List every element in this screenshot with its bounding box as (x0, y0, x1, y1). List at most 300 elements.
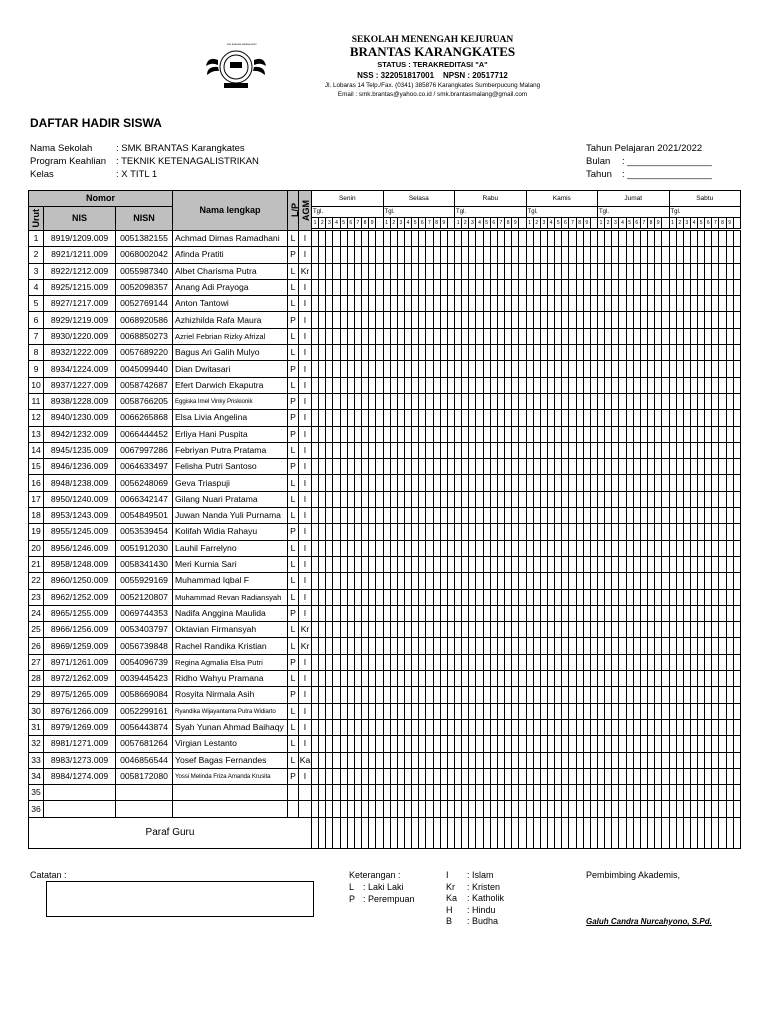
attendance-cell[interactable] (583, 703, 590, 719)
attendance-cell[interactable] (647, 475, 654, 491)
attendance-cell[interactable] (440, 801, 447, 817)
attendance-cell[interactable] (698, 279, 705, 295)
attendance-cell[interactable] (662, 491, 669, 507)
attendance-cell[interactable] (490, 540, 497, 556)
attendance-cell[interactable] (469, 540, 476, 556)
attendance-cell[interactable] (676, 475, 683, 491)
attendance-cell[interactable] (662, 605, 669, 621)
attendance-cell[interactable] (354, 654, 361, 670)
attendance-cell[interactable] (605, 589, 612, 605)
attendance-cell[interactable] (354, 703, 361, 719)
attendance-cell[interactable] (361, 426, 368, 442)
attendance-cell[interactable] (319, 736, 326, 752)
attendance-cell[interactable] (662, 312, 669, 328)
attendance-cell[interactable] (505, 263, 512, 279)
attendance-cell[interactable] (576, 426, 583, 442)
attendance-cell[interactable] (590, 622, 597, 638)
attendance-cell[interactable] (583, 508, 590, 524)
attendance-cell[interactable] (669, 736, 676, 752)
attendance-cell[interactable] (319, 491, 326, 507)
attendance-cell[interactable] (404, 785, 411, 801)
attendance-cell[interactable] (505, 540, 512, 556)
attendance-cell[interactable] (590, 654, 597, 670)
attendance-cell[interactable] (597, 556, 604, 572)
attendance-cell[interactable] (447, 687, 454, 703)
attendance-cell[interactable] (540, 589, 547, 605)
attendance-cell[interactable] (404, 328, 411, 344)
attendance-cell[interactable] (397, 491, 404, 507)
attendance-cell[interactable] (662, 801, 669, 817)
attendance-cell[interactable] (540, 231, 547, 247)
attendance-cell[interactable] (562, 573, 569, 589)
attendance-cell[interactable] (612, 589, 619, 605)
attendance-cell[interactable] (455, 393, 462, 409)
attendance-cell[interactable] (619, 556, 626, 572)
attendance-cell[interactable] (497, 654, 504, 670)
attendance-cell[interactable] (426, 671, 433, 687)
attendance-cell[interactable] (390, 508, 397, 524)
attendance-cell[interactable] (619, 263, 626, 279)
attendance-cell[interactable] (555, 622, 562, 638)
attendance-cell[interactable] (569, 703, 576, 719)
attendance-cell[interactable] (619, 247, 626, 263)
attendance-cell[interactable] (440, 361, 447, 377)
attendance-cell[interactable] (669, 475, 676, 491)
attendance-cell[interactable] (340, 622, 347, 638)
attendance-cell[interactable] (404, 410, 411, 426)
attendance-cell[interactable] (326, 785, 333, 801)
attendance-cell[interactable] (354, 247, 361, 263)
attendance-cell[interactable] (540, 361, 547, 377)
attendance-cell[interactable] (705, 377, 712, 393)
attendance-cell[interactable] (669, 247, 676, 263)
attendance-cell[interactable] (533, 393, 540, 409)
attendance-cell[interactable] (462, 703, 469, 719)
attendance-cell[interactable] (383, 736, 390, 752)
attendance-cell[interactable] (719, 247, 726, 263)
attendance-cell[interactable] (319, 589, 326, 605)
attendance-cell[interactable] (576, 247, 583, 263)
attendance-cell[interactable] (447, 279, 454, 295)
attendance-cell[interactable] (712, 377, 719, 393)
attendance-cell[interactable] (440, 475, 447, 491)
attendance-cell[interactable] (519, 752, 526, 768)
attendance-cell[interactable] (419, 459, 426, 475)
attendance-cell[interactable] (698, 410, 705, 426)
attendance-cell[interactable] (455, 296, 462, 312)
attendance-cell[interactable] (455, 459, 462, 475)
attendance-cell[interactable] (626, 719, 633, 735)
paraf-cell[interactable] (404, 817, 411, 848)
attendance-cell[interactable] (490, 508, 497, 524)
attendance-cell[interactable] (354, 312, 361, 328)
attendance-cell[interactable] (576, 377, 583, 393)
attendance-cell[interactable] (455, 540, 462, 556)
attendance-cell[interactable] (347, 556, 354, 572)
attendance-cell[interactable] (690, 393, 697, 409)
attendance-cell[interactable] (455, 605, 462, 621)
attendance-cell[interactable] (540, 703, 547, 719)
attendance-cell[interactable] (462, 687, 469, 703)
attendance-cell[interactable] (526, 589, 533, 605)
attendance-cell[interactable] (555, 671, 562, 687)
attendance-cell[interactable] (712, 426, 719, 442)
attendance-cell[interactable] (519, 345, 526, 361)
attendance-cell[interactable] (726, 556, 733, 572)
attendance-cell[interactable] (462, 768, 469, 784)
attendance-cell[interactable] (469, 573, 476, 589)
attendance-cell[interactable] (640, 605, 647, 621)
attendance-cell[interactable] (647, 491, 654, 507)
attendance-cell[interactable] (497, 491, 504, 507)
attendance-cell[interactable] (404, 752, 411, 768)
attendance-cell[interactable] (733, 296, 740, 312)
attendance-cell[interactable] (690, 556, 697, 572)
attendance-cell[interactable] (519, 540, 526, 556)
attendance-cell[interactable] (361, 589, 368, 605)
attendance-cell[interactable] (719, 589, 726, 605)
attendance-cell[interactable] (726, 638, 733, 654)
paraf-cell[interactable] (505, 817, 512, 848)
attendance-cell[interactable] (361, 622, 368, 638)
attendance-cell[interactable] (698, 768, 705, 784)
attendance-cell[interactable] (605, 687, 612, 703)
attendance-cell[interactable] (698, 361, 705, 377)
attendance-cell[interactable] (519, 442, 526, 458)
attendance-cell[interactable] (476, 263, 483, 279)
attendance-cell[interactable] (698, 475, 705, 491)
attendance-cell[interactable] (569, 654, 576, 670)
attendance-cell[interactable] (412, 524, 419, 540)
attendance-cell[interactable] (490, 377, 497, 393)
attendance-cell[interactable] (340, 459, 347, 475)
attendance-cell[interactable] (404, 296, 411, 312)
attendance-cell[interactable] (619, 459, 626, 475)
attendance-cell[interactable] (676, 622, 683, 638)
attendance-cell[interactable] (705, 719, 712, 735)
paraf-cell[interactable] (312, 817, 319, 848)
attendance-cell[interactable] (555, 752, 562, 768)
attendance-cell[interactable] (505, 671, 512, 687)
attendance-cell[interactable] (612, 540, 619, 556)
attendance-cell[interactable] (497, 524, 504, 540)
attendance-cell[interactable] (733, 638, 740, 654)
attendance-cell[interactable] (719, 768, 726, 784)
attendance-cell[interactable] (333, 687, 340, 703)
attendance-cell[interactable] (683, 508, 690, 524)
attendance-cell[interactable] (483, 312, 490, 328)
attendance-cell[interactable] (705, 491, 712, 507)
attendance-cell[interactable] (412, 377, 419, 393)
attendance-cell[interactable] (340, 654, 347, 670)
attendance-cell[interactable] (719, 475, 726, 491)
attendance-cell[interactable] (719, 573, 726, 589)
attendance-cell[interactable] (497, 768, 504, 784)
attendance-cell[interactable] (733, 231, 740, 247)
attendance-cell[interactable] (576, 589, 583, 605)
attendance-cell[interactable] (333, 589, 340, 605)
attendance-cell[interactable] (390, 524, 397, 540)
attendance-cell[interactable] (676, 279, 683, 295)
attendance-cell[interactable] (419, 231, 426, 247)
attendance-cell[interactable] (533, 426, 540, 442)
attendance-cell[interactable] (726, 263, 733, 279)
attendance-cell[interactable] (483, 377, 490, 393)
attendance-cell[interactable] (319, 540, 326, 556)
attendance-cell[interactable] (412, 393, 419, 409)
attendance-cell[interactable] (326, 687, 333, 703)
attendance-cell[interactable] (319, 719, 326, 735)
attendance-cell[interactable] (640, 638, 647, 654)
attendance-cell[interactable] (455, 785, 462, 801)
attendance-cell[interactable] (683, 540, 690, 556)
attendance-cell[interactable] (619, 703, 626, 719)
attendance-cell[interactable] (612, 296, 619, 312)
attendance-cell[interactable] (569, 540, 576, 556)
attendance-cell[interactable] (533, 768, 540, 784)
attendance-cell[interactable] (647, 393, 654, 409)
attendance-cell[interactable] (548, 589, 555, 605)
attendance-cell[interactable] (640, 247, 647, 263)
attendance-cell[interactable] (669, 442, 676, 458)
attendance-cell[interactable] (569, 622, 576, 638)
attendance-cell[interactable] (505, 426, 512, 442)
attendance-cell[interactable] (361, 296, 368, 312)
attendance-cell[interactable] (626, 573, 633, 589)
attendance-cell[interactable] (476, 231, 483, 247)
attendance-cell[interactable] (447, 719, 454, 735)
attendance-cell[interactable] (612, 801, 619, 817)
attendance-cell[interactable] (512, 328, 519, 344)
attendance-cell[interactable] (369, 785, 376, 801)
attendance-cell[interactable] (640, 736, 647, 752)
attendance-cell[interactable] (712, 345, 719, 361)
attendance-cell[interactable] (590, 328, 597, 344)
paraf-cell[interactable] (490, 817, 497, 848)
attendance-cell[interactable] (476, 671, 483, 687)
attendance-cell[interactable] (490, 475, 497, 491)
attendance-cell[interactable] (426, 247, 433, 263)
attendance-cell[interactable] (590, 459, 597, 475)
attendance-cell[interactable] (698, 442, 705, 458)
attendance-cell[interactable] (583, 638, 590, 654)
attendance-cell[interactable] (590, 361, 597, 377)
attendance-cell[interactable] (455, 442, 462, 458)
attendance-cell[interactable] (497, 605, 504, 621)
attendance-cell[interactable] (726, 328, 733, 344)
attendance-cell[interactable] (447, 524, 454, 540)
paraf-cell[interactable] (540, 817, 547, 848)
attendance-cell[interactable] (662, 573, 669, 589)
attendance-cell[interactable] (555, 719, 562, 735)
attendance-cell[interactable] (397, 687, 404, 703)
attendance-cell[interactable] (698, 654, 705, 670)
attendance-cell[interactable] (361, 719, 368, 735)
attendance-cell[interactable] (533, 508, 540, 524)
attendance-cell[interactable] (548, 279, 555, 295)
attendance-cell[interactable] (605, 361, 612, 377)
attendance-cell[interactable] (733, 671, 740, 687)
attendance-cell[interactable] (390, 263, 397, 279)
attendance-cell[interactable] (526, 719, 533, 735)
attendance-cell[interactable] (512, 247, 519, 263)
attendance-cell[interactable] (519, 508, 526, 524)
attendance-cell[interactable] (583, 589, 590, 605)
attendance-cell[interactable] (626, 671, 633, 687)
attendance-cell[interactable] (669, 556, 676, 572)
attendance-cell[interactable] (576, 605, 583, 621)
attendance-cell[interactable] (569, 605, 576, 621)
attendance-cell[interactable] (340, 671, 347, 687)
attendance-cell[interactable] (669, 752, 676, 768)
attendance-cell[interactable] (626, 459, 633, 475)
attendance-cell[interactable] (540, 247, 547, 263)
attendance-cell[interactable] (426, 573, 433, 589)
attendance-cell[interactable] (426, 752, 433, 768)
attendance-cell[interactable] (505, 687, 512, 703)
attendance-cell[interactable] (326, 393, 333, 409)
attendance-cell[interactable] (469, 703, 476, 719)
attendance-cell[interactable] (733, 377, 740, 393)
attendance-cell[interactable] (376, 263, 383, 279)
attendance-cell[interactable] (519, 475, 526, 491)
attendance-cell[interactable] (669, 328, 676, 344)
attendance-cell[interactable] (361, 263, 368, 279)
attendance-cell[interactable] (526, 410, 533, 426)
attendance-cell[interactable] (412, 508, 419, 524)
attendance-cell[interactable] (676, 442, 683, 458)
attendance-cell[interactable] (647, 296, 654, 312)
attendance-cell[interactable] (640, 589, 647, 605)
attendance-cell[interactable] (354, 556, 361, 572)
attendance-cell[interactable] (676, 459, 683, 475)
paraf-cell[interactable] (576, 817, 583, 848)
attendance-cell[interactable] (426, 589, 433, 605)
attendance-cell[interactable] (726, 442, 733, 458)
attendance-cell[interactable] (647, 426, 654, 442)
attendance-cell[interactable] (733, 785, 740, 801)
attendance-cell[interactable] (548, 345, 555, 361)
attendance-cell[interactable] (433, 426, 440, 442)
attendance-cell[interactable] (548, 605, 555, 621)
attendance-cell[interactable] (326, 719, 333, 735)
attendance-cell[interactable] (340, 736, 347, 752)
attendance-cell[interactable] (361, 703, 368, 719)
attendance-cell[interactable] (683, 719, 690, 735)
attendance-cell[interactable] (440, 719, 447, 735)
attendance-cell[interactable] (655, 703, 662, 719)
attendance-cell[interactable] (469, 768, 476, 784)
attendance-cell[interactable] (354, 279, 361, 295)
attendance-cell[interactable] (440, 540, 447, 556)
attendance-cell[interactable] (462, 736, 469, 752)
attendance-cell[interactable] (519, 589, 526, 605)
attendance-cell[interactable] (633, 671, 640, 687)
attendance-cell[interactable] (326, 654, 333, 670)
attendance-cell[interactable] (483, 491, 490, 507)
attendance-cell[interactable] (519, 638, 526, 654)
attendance-cell[interactable] (376, 524, 383, 540)
attendance-cell[interactable] (404, 442, 411, 458)
paraf-cell[interactable] (354, 817, 361, 848)
attendance-cell[interactable] (690, 345, 697, 361)
attendance-cell[interactable] (705, 296, 712, 312)
attendance-cell[interactable] (347, 263, 354, 279)
attendance-cell[interactable] (676, 345, 683, 361)
attendance-cell[interactable] (705, 736, 712, 752)
attendance-cell[interactable] (455, 328, 462, 344)
attendance-cell[interactable] (669, 410, 676, 426)
attendance-cell[interactable] (605, 442, 612, 458)
attendance-cell[interactable] (683, 573, 690, 589)
attendance-cell[interactable] (719, 752, 726, 768)
attendance-cell[interactable] (397, 231, 404, 247)
attendance-cell[interactable] (605, 377, 612, 393)
attendance-cell[interactable] (490, 328, 497, 344)
attendance-cell[interactable] (347, 589, 354, 605)
attendance-cell[interactable] (519, 654, 526, 670)
attendance-cell[interactable] (733, 801, 740, 817)
attendance-cell[interactable] (483, 296, 490, 312)
attendance-cell[interactable] (426, 345, 433, 361)
attendance-cell[interactable] (361, 442, 368, 458)
attendance-cell[interactable] (733, 247, 740, 263)
attendance-cell[interactable] (340, 426, 347, 442)
attendance-cell[interactable] (490, 312, 497, 328)
attendance-cell[interactable] (426, 328, 433, 344)
paraf-cell[interactable] (512, 817, 519, 848)
attendance-cell[interactable] (619, 410, 626, 426)
attendance-cell[interactable] (548, 377, 555, 393)
attendance-cell[interactable] (669, 589, 676, 605)
attendance-cell[interactable] (655, 654, 662, 670)
paraf-cell[interactable] (726, 817, 733, 848)
attendance-cell[interactable] (419, 703, 426, 719)
attendance-cell[interactable] (455, 573, 462, 589)
attendance-cell[interactable] (447, 556, 454, 572)
attendance-cell[interactable] (569, 589, 576, 605)
attendance-cell[interactable] (440, 426, 447, 442)
attendance-cell[interactable] (626, 540, 633, 556)
attendance-cell[interactable] (512, 703, 519, 719)
attendance-cell[interactable] (340, 605, 347, 621)
attendance-cell[interactable] (683, 654, 690, 670)
attendance-cell[interactable] (705, 475, 712, 491)
attendance-cell[interactable] (548, 768, 555, 784)
attendance-cell[interactable] (612, 361, 619, 377)
attendance-cell[interactable] (562, 638, 569, 654)
attendance-cell[interactable] (505, 605, 512, 621)
attendance-cell[interactable] (569, 247, 576, 263)
attendance-cell[interactable] (640, 393, 647, 409)
attendance-cell[interactable] (462, 524, 469, 540)
attendance-cell[interactable] (383, 247, 390, 263)
attendance-cell[interactable] (347, 312, 354, 328)
attendance-cell[interactable] (612, 622, 619, 638)
attendance-cell[interactable] (397, 654, 404, 670)
attendance-cell[interactable] (647, 719, 654, 735)
attendance-cell[interactable] (483, 638, 490, 654)
attendance-cell[interactable] (483, 785, 490, 801)
attendance-cell[interactable] (390, 785, 397, 801)
attendance-cell[interactable] (612, 752, 619, 768)
attendance-cell[interactable] (512, 638, 519, 654)
attendance-cell[interactable] (497, 231, 504, 247)
attendance-cell[interactable] (569, 328, 576, 344)
attendance-cell[interactable] (590, 442, 597, 458)
attendance-cell[interactable] (683, 736, 690, 752)
attendance-cell[interactable] (676, 687, 683, 703)
